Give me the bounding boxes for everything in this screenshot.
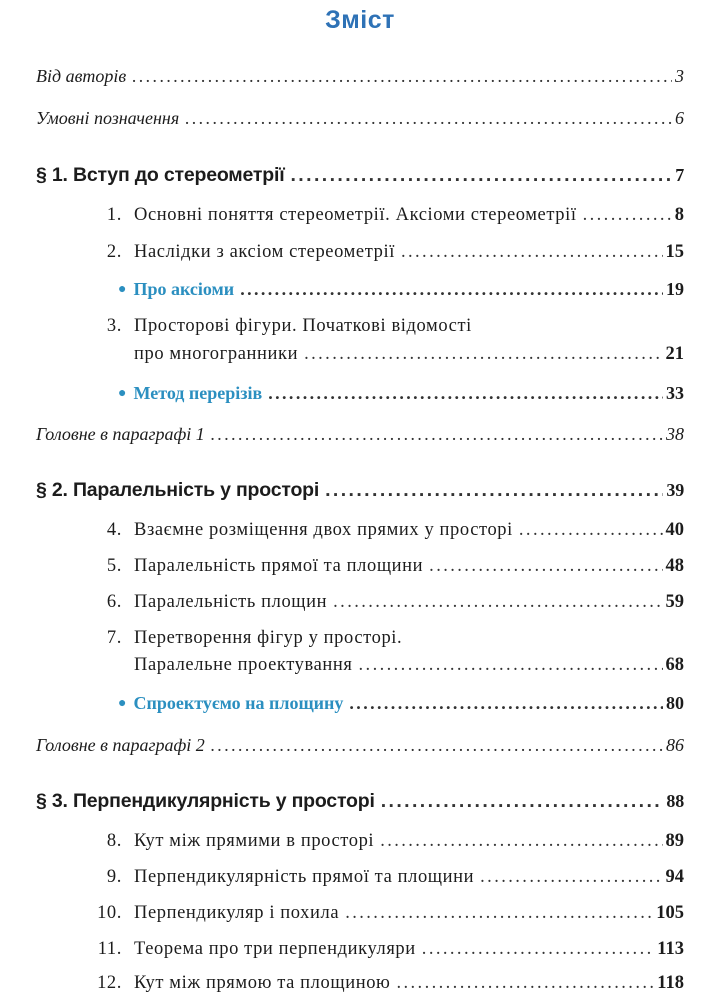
- toc-leader-dots: [401, 242, 663, 263]
- lesson-title: Просторові фігури. Початкові відомості: [134, 316, 472, 336]
- toc-entry-authors[interactable]: [36, 66, 684, 87]
- toc-page-number: 39: [666, 480, 684, 500]
- toc-lesson-10[interactable]: [88, 903, 684, 924]
- lesson-title: Перпендикуляр і похила: [134, 903, 340, 923]
- toc-page-number: 89: [665, 831, 684, 851]
- toc-leader-dots: [325, 479, 663, 502]
- toc-entry-legend[interactable]: [36, 108, 684, 129]
- toc-label: Головне в параграфі 1: [36, 424, 205, 444]
- toc-leader-dots: [359, 655, 663, 676]
- toc-section-1[interactable]: [36, 164, 684, 187]
- page-title: Зміст: [325, 6, 395, 34]
- toc-page-number: 38: [666, 424, 684, 444]
- toc-leader-dots: [240, 279, 663, 300]
- toc-lesson-3-line1[interactable]: [88, 316, 684, 337]
- topic-title: Про аксіоми: [133, 279, 235, 299]
- toc-leader-dots: [396, 973, 654, 994]
- lesson-number: 7.: [106, 628, 122, 648]
- lesson-title: Паралельне проектування: [134, 655, 353, 675]
- toc-topic-axioms[interactable]: [118, 279, 684, 300]
- bullet-icon: ●: [118, 386, 127, 401]
- toc-page-number: 19: [666, 279, 684, 299]
- toc-page-number: 48: [665, 556, 684, 576]
- toc-entry-main-2[interactable]: [36, 735, 684, 756]
- lesson-title: Кут між прямими в просторі: [134, 831, 375, 851]
- lesson-number: 12.: [97, 973, 122, 993]
- toc-lesson-12[interactable]: [88, 973, 684, 994]
- topic-title: Спроектуємо на площину: [133, 693, 344, 713]
- toc-lesson-5[interactable]: [88, 556, 684, 577]
- toc-label: Головне в параграфі 2: [36, 735, 205, 755]
- toc-lesson-3[interactable]: [134, 344, 684, 365]
- toc-page-number: 80: [666, 693, 684, 713]
- bullet-icon: ●: [118, 696, 127, 711]
- toc-lesson-1[interactable]: [88, 205, 684, 226]
- toc-page-number: 7: [675, 165, 684, 185]
- toc-lesson-7-line1[interactable]: [88, 628, 684, 649]
- toc-page-number: 40: [665, 520, 684, 540]
- lesson-number: 4.: [106, 520, 122, 540]
- lesson-number: 5.: [106, 556, 122, 576]
- toc-page-number: 21: [665, 344, 684, 364]
- lesson-title: Перетворення фігур у просторі.: [134, 628, 403, 648]
- toc-leader-dots: [480, 867, 662, 888]
- lesson-number: 6.: [106, 592, 122, 612]
- toc-page-number: 105: [656, 903, 684, 923]
- lesson-number: 1.: [106, 205, 122, 225]
- lesson-title: Паралельність площин: [134, 592, 328, 612]
- topic-title: Метод перерізів: [133, 383, 263, 403]
- toc-page-number: 59: [665, 592, 684, 612]
- toc-leader-dots: [422, 939, 654, 960]
- toc-topic-sections[interactable]: [118, 383, 684, 404]
- lesson-title: Перпендикулярність прямої та площини: [134, 867, 475, 887]
- toc-lesson-2[interactable]: [88, 242, 684, 263]
- toc-section-3[interactable]: [36, 790, 684, 813]
- toc-page-number: 6: [675, 108, 684, 128]
- toc-page-number: 8: [674, 205, 684, 225]
- toc-leader-dots: [519, 520, 663, 541]
- lesson-number: 10.: [97, 903, 122, 923]
- toc-entry-main-1[interactable]: [36, 424, 684, 445]
- toc-leader-dots: [304, 344, 662, 365]
- toc-section-label: § 2. Паралельність у просторі: [36, 479, 320, 501]
- toc-page-number: 68: [665, 655, 684, 675]
- toc-leader-dots: [380, 831, 662, 852]
- lesson-title: Взаємне розміщення двох прямих у просторі: [134, 520, 513, 540]
- lesson-title: Наслідки з аксіом стереометрії: [134, 242, 395, 262]
- lesson-number: 8.: [106, 831, 122, 851]
- bullet-icon: ●: [118, 282, 127, 297]
- toc-leader-dots: [211, 424, 663, 445]
- toc-topic-projection[interactable]: [118, 693, 684, 714]
- toc-leader-dots: [132, 66, 672, 87]
- toc-page-number: 86: [666, 735, 684, 755]
- toc-section-label: § 3. Перпендикулярність у просторі: [36, 790, 375, 812]
- toc-lesson-6[interactable]: [88, 592, 684, 613]
- lesson-title: Основні поняття стереометрії. Аксіоми стереометрії: [134, 205, 577, 225]
- toc-leader-dots: [345, 903, 653, 924]
- toc-leader-dots: [583, 205, 672, 226]
- toc-leader-dots: [290, 164, 672, 187]
- toc-lesson-11[interactable]: [88, 939, 684, 960]
- lesson-number: 2.: [106, 242, 122, 262]
- toc-leader-dots: [333, 592, 662, 613]
- toc-lesson-9[interactable]: [88, 867, 684, 888]
- toc-lesson-4[interactable]: [88, 520, 684, 541]
- toc-section-2[interactable]: [36, 479, 684, 502]
- toc-page-number: 118: [657, 973, 684, 993]
- toc-leader-dots: [185, 108, 672, 129]
- toc-page-number: 94: [665, 867, 684, 887]
- lesson-title: про многогранники: [134, 344, 299, 364]
- toc-page-number: 113: [657, 939, 684, 959]
- toc-leader-dots: [381, 790, 664, 813]
- toc-label: Умовні позначення: [36, 108, 180, 128]
- toc-label: Від авторів: [36, 66, 127, 86]
- toc-page-number: 15: [665, 242, 684, 262]
- toc-page-number: 33: [666, 383, 684, 403]
- toc-lesson-7[interactable]: [134, 655, 684, 676]
- toc-leader-dots: [429, 556, 662, 577]
- toc-section-label: § 1. Вступ до стереометрії: [36, 164, 285, 186]
- lesson-title: Теорема про три перпендикуляри: [134, 939, 416, 959]
- lesson-title: Паралельність прямої та площини: [134, 556, 424, 576]
- toc-page-number: 88: [666, 791, 684, 811]
- toc-leader-dots: [268, 383, 663, 404]
- toc-lesson-8[interactable]: [88, 831, 684, 852]
- toc-page-number: 3: [675, 66, 684, 86]
- lesson-title: Кут між прямою та площиною: [134, 973, 391, 993]
- lesson-number: 9.: [106, 867, 122, 887]
- lesson-number: 3.: [106, 316, 122, 336]
- lesson-number: 11.: [97, 939, 122, 959]
- toc-leader-dots: [349, 693, 663, 714]
- toc-leader-dots: [211, 735, 663, 756]
